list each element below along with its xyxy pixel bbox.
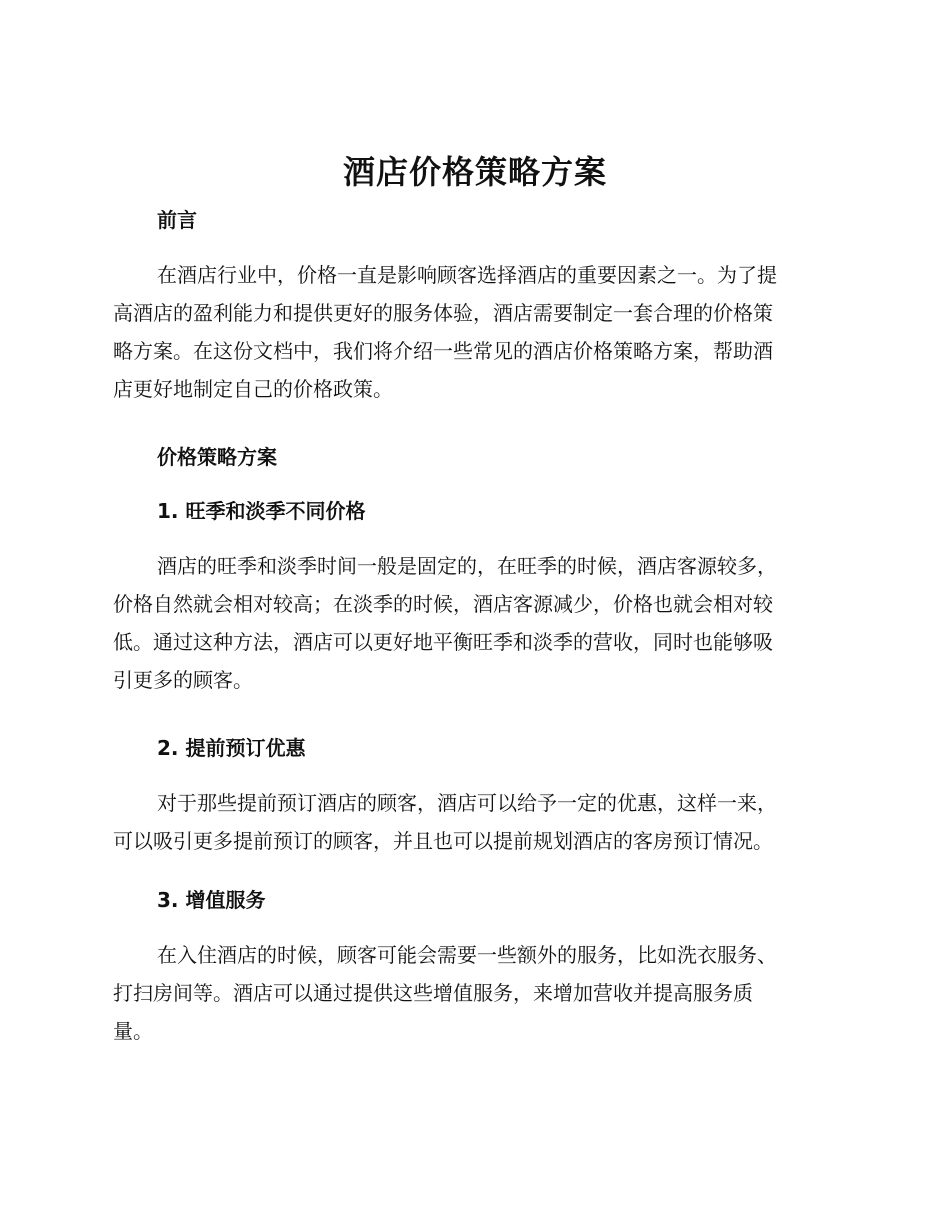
section-heading-early-booking: 2. 提前预订优惠 <box>157 736 306 760</box>
paragraph-line: 对于那些提前预订酒店的顾客，酒店可以给予一定的优惠，这样一来， <box>157 791 777 815</box>
paragraph-line: 引更多的顾客。 <box>113 668 253 692</box>
paragraph-line: 量。 <box>113 1019 153 1043</box>
value-added-services-paragraph <box>113 936 829 1050</box>
paragraph-line: 酒店的旺季和淡季时间一般是固定的，在旺季的时候，酒店客源较多， <box>157 554 777 578</box>
paragraph-line: 店更好地制定自己的价格政策。 <box>113 377 393 401</box>
paragraph-line: 在酒店行业中，价格一直是影响顾客选择酒店的重要因素之一。为了提 <box>157 263 777 287</box>
paragraph-line: 在入住酒店的时候，顾客可能会需要一些额外的服务，比如洗衣服务、 <box>157 943 777 967</box>
early-booking-paragraph <box>113 784 829 860</box>
paragraph-line: 可以吸引更多提前预订的顾客，并且也可以提前规划酒店的客房预订情况。 <box>113 829 773 853</box>
paragraph-line: 略方案。在这份文档中，我们将介绍一些常见的酒店价格策略方案，帮助酒 <box>113 339 773 363</box>
paragraph-line: 高酒店的盈利能力和提供更好的服务体验，酒店需要制定一套合理的价格策 <box>113 301 773 325</box>
section-heading-value-added-services: 3. 增值服务 <box>157 888 266 912</box>
preface-paragraph <box>113 256 829 408</box>
section-heading-preface: 前言 <box>157 208 197 232</box>
paragraph-line: 打扫房间等。酒店可以通过提供这些增值服务，来增加营收并提高服务质 <box>113 981 753 1005</box>
paragraph-line: 低。通过这种方法，酒店可以更好地平衡旺季和淡季的营收，同时也能够吸 <box>113 630 773 654</box>
paragraph-line: 价格自然就会相对较高；在淡季的时候，酒店客源减少，价格也就会相对较 <box>113 592 773 616</box>
section-heading-pricing-strategy: 价格策略方案 <box>157 445 277 469</box>
section-heading-seasonal-pricing: 1. 旺季和淡季不同价格 <box>157 499 366 523</box>
seasonal-pricing-paragraph <box>113 547 829 699</box>
document-title: 酒店价格策略方案 <box>342 153 607 191</box>
